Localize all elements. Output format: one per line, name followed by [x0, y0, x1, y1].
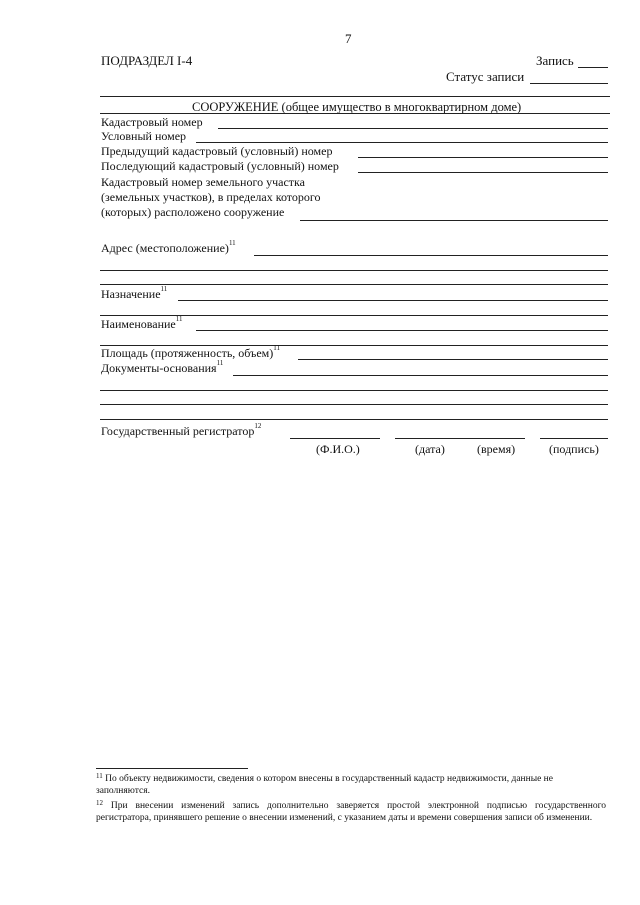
footnote-mark-12: 12 — [96, 799, 103, 807]
documents-field-4[interactable] — [100, 419, 608, 420]
address-field-2[interactable] — [100, 270, 608, 271]
footnote-11 — [96, 774, 606, 798]
purpose-field[interactable] — [178, 300, 608, 301]
footnote-11-text: По объекту недвижимости, сведения о котором внесены в государственный кадастр недвижимости, данные не заполняются. — [96, 774, 553, 796]
address-label-text: Адрес (местоположение) — [101, 241, 229, 255]
area-field[interactable] — [298, 359, 608, 360]
purpose-label-text: Назначение — [101, 287, 161, 301]
name-label-text: Наименование — [101, 317, 176, 331]
documents-label — [101, 359, 224, 375]
name-field[interactable] — [196, 330, 608, 331]
conditional-number-label: Условный номер — [101, 129, 187, 143]
area-label — [101, 344, 280, 360]
name-label — [101, 315, 183, 331]
footnote-12 — [96, 801, 606, 825]
footnote-ref-11: 11 — [273, 344, 280, 352]
registrar-label — [101, 422, 262, 438]
footnote-ref-12: 12 — [254, 422, 262, 430]
previous-number-label: Предыдущий кадастровый (условный) номер — [101, 144, 333, 158]
footnote-separator — [96, 768, 248, 769]
record-field[interactable] — [578, 67, 608, 68]
cadastral-number-label: Кадастровый номер — [101, 115, 203, 129]
land-plot-label-1: Кадастровый номер земельного участка — [101, 175, 305, 189]
cadastral-number-field[interactable] — [218, 128, 608, 129]
documents-field-3[interactable] — [100, 404, 608, 405]
footnote-ref-11: 11 — [160, 285, 168, 293]
documents-field[interactable] — [233, 375, 608, 376]
footnote-mark-11: 11 — [96, 772, 103, 780]
registrar-date-field[interactable] — [395, 438, 525, 439]
section-title: СООРУЖЕНИЕ (общее имущество в многоквартирном доме) — [192, 100, 522, 114]
address-field-3[interactable] — [100, 284, 608, 285]
time-caption: (время) — [477, 442, 516, 456]
registrar-fio-field[interactable] — [290, 438, 380, 439]
footnote-12-text: При внесении изменений запись дополнительно заверяется простой электронной подписью государственного регистратора, принявшего решение о внесении изменений, с указанием даты и времени совершения записи об изменении. — [96, 801, 606, 823]
address-field[interactable] — [254, 255, 608, 256]
title-underline — [100, 113, 610, 114]
page-number: 7 — [345, 31, 352, 46]
fio-caption: (Ф.И.О.) — [316, 442, 360, 456]
date-caption: (дата) — [415, 442, 445, 456]
land-plot-label-3: (которых) расположено сооружение — [101, 205, 285, 219]
registrar-signature-field[interactable] — [540, 438, 608, 439]
next-number-label: Последующий кадастровый (условный) номер — [101, 159, 339, 173]
address-label — [101, 239, 236, 255]
next-number-field[interactable] — [358, 172, 608, 173]
conditional-number-field[interactable] — [196, 142, 608, 143]
documents-field-2[interactable] — [100, 390, 608, 391]
area-label-text: Площадь (протяженность, объем) — [101, 346, 274, 360]
footnote-ref-11: 11 — [175, 315, 183, 323]
record-status-field[interactable] — [530, 83, 608, 84]
signature-caption: (подпись) — [549, 442, 599, 456]
documents-label-text: Документы-основания — [101, 361, 217, 375]
record-label: Запись — [536, 53, 574, 68]
header-divider — [100, 96, 610, 97]
subsection-title: ПОДРАЗДЕЛ I-4 — [101, 53, 193, 68]
registrar-label-text: Государственный регистратор — [101, 424, 255, 438]
previous-number-field[interactable] — [358, 157, 608, 158]
footnote-ref-11: 11 — [216, 359, 224, 367]
footnote-ref-11: 11 — [228, 239, 236, 247]
record-status-label: Статус записи — [446, 69, 525, 84]
land-plot-field[interactable] — [300, 220, 608, 221]
land-plot-label-2: (земельных участков), в пределах которого — [101, 190, 321, 204]
purpose-label — [101, 285, 168, 301]
